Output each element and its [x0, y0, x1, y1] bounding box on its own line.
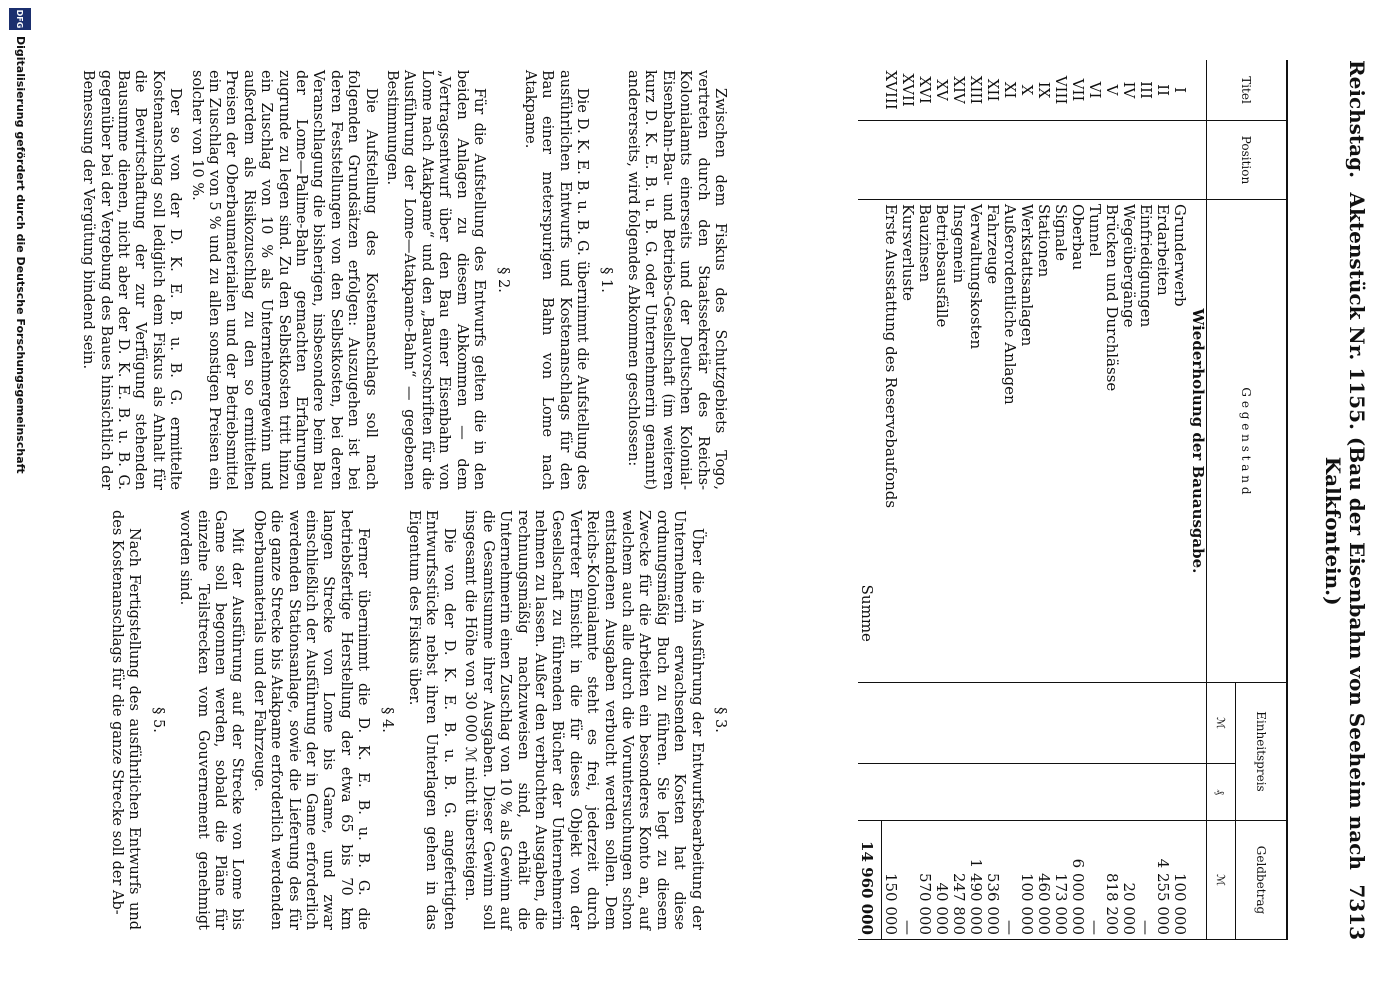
einheitspreis-mark-cell — [1120, 682, 1137, 763]
einheitspreis-mark-cell — [1137, 682, 1154, 763]
titel-cell: XVI — [916, 60, 933, 121]
geldbetrag-cell: 100 000 — [1018, 821, 1035, 940]
page-header — [1321, 60, 1369, 940]
titel-cell: XII — [984, 60, 1001, 121]
einheitspreis-mark-cell — [1018, 682, 1035, 763]
titel-cell: XI — [1001, 60, 1018, 121]
geldbetrag-cell: — — [1001, 821, 1018, 940]
titel-cell: XIII — [967, 60, 984, 121]
table-row — [1086, 60, 1103, 940]
einheitspreis-pf-cell — [933, 764, 950, 821]
section-4-text: Ferner übernimmt die D. K. E. B. u. B. G. die betriebsfertige Herstellung der etwa 65 bis 70 km langen Strecke von Lome bis Game, und zwar einschließlich der Ausführung der in Game erforderlich werdenden Stationsanlage, sowie die Lieferung des für die ganze Strecke bis Atakpame erforderlich werdenden Oberbaumaterials und der Fahrzeuge. — [250, 510, 372, 930]
geldbetrag-cell: 570 000 — [916, 821, 933, 940]
einheitspreis-mark-cell — [1154, 682, 1171, 763]
th-einheitspreis-mark: ℳ — [1207, 682, 1236, 763]
geldbetrag-cell: — — [1086, 821, 1103, 940]
table-row — [1001, 60, 1018, 940]
section-4-title: § 4. — [378, 707, 395, 733]
titel-cell: II — [1154, 60, 1171, 121]
geldbetrag-cell: 460 000 — [1035, 821, 1052, 940]
table-row — [1103, 60, 1120, 940]
position-cell — [1052, 121, 1069, 200]
position-cell — [1137, 121, 1154, 200]
table-row — [1035, 60, 1052, 940]
position-cell — [1103, 121, 1120, 200]
einheitspreis-mark-cell — [967, 682, 984, 763]
einheitspreis-mark-cell — [1035, 682, 1052, 763]
table-row — [882, 60, 900, 940]
titel-cell: III — [1137, 60, 1154, 121]
einheitspreis-mark-cell — [882, 682, 900, 763]
einheitspreis-mark-cell — [1086, 682, 1103, 763]
section-5-text: Nach Fertigstellung des ausführlichen Entwurfs und des Kostenanschlags für die ganze Strecke soll der Ab- — [109, 510, 143, 930]
gegenstand-cell: Kursverluste — [899, 200, 916, 683]
einheitspreis-pf-cell — [1069, 764, 1086, 821]
einheitspreis-mark-cell — [1103, 682, 1120, 763]
empty-cell — [858, 682, 882, 763]
left-text-column — [75, 70, 728, 490]
section-3-text: Über die in Ausführung der Entwurfsbearbeitung der Unternehmerin erwachsenden Kosten hat diese ordnungsmäßig Buch zu führen. Sie legt zu diesem Zwecke für die Arbeiten ein besonderes Konto an, auf welchem auch alle durch die Voruntersuchungen schon entstandenen Ausgaben verbucht werden sollen. Dem Reichs-Kolonialamte steht es frei, jederzeit durch Vertreter Einsicht in die für dieses Objekt von der Gesellschaft zu führenden Bücher der Unternehmerin nehmen zu lassen. Außer den verbuchten Ausgaben, die rechnungsmäßig nachzuweisen sind, erhält die Unternehmerin einen Zuschlag von 10 % als Gewinn auf die Gesamtsumme ihrer Ausgaben. Dieser Gewinn soll insgesamt die Höhe von 30 000 ℳ nicht übersteigen. — [462, 510, 705, 930]
geldbetrag-cell: 100 000 — [1171, 821, 1188, 940]
table-row — [1069, 60, 1086, 940]
table-row — [1171, 60, 1188, 940]
einheitspreis-mark-cell — [899, 682, 916, 763]
th-gegenstand: G e g e n s t a n d — [1207, 200, 1287, 683]
geldbetrag-cell: — — [1137, 821, 1154, 940]
titel-cell: XV — [933, 60, 950, 121]
th-titel: Titel — [1207, 60, 1287, 121]
gegenstand-cell: Insgemein — [950, 200, 967, 683]
einheitspreis-mark-cell — [1069, 682, 1086, 763]
th-einheitspreis-pf: ₰ — [1207, 764, 1236, 821]
table-body — [858, 60, 1207, 940]
sum-value: 14 960 000 — [858, 821, 882, 940]
geldbetrag-cell: 536 000 — [984, 821, 1001, 940]
section-2-text-3: Der so von der D. K. E. B. u. B. G. ermittelte Kostenanschlag soll lediglich dem Fiskus als Anhalt für die Bewirtschaftung der zur Verfügung stehenden Bausumme dienen, nicht aber der D. K. E. B. u. B. G. gegenüber bei der Vergebung des Baues hinsichtlich der Bemessung der Vergütung bindend sein. — [80, 70, 184, 490]
einheitspreis-pf-cell — [1120, 764, 1137, 821]
position-cell — [1018, 121, 1035, 200]
table-row — [1052, 60, 1069, 940]
position-cell — [984, 121, 1001, 200]
gegenstand-cell: Tunnel — [1086, 200, 1103, 683]
section-3-title: § 3. — [712, 707, 728, 733]
table-row — [1018, 60, 1035, 940]
position-cell — [1154, 121, 1171, 200]
einheitspreis-pf-cell — [1103, 764, 1120, 821]
th-geldbetrag: Geldbetrag — [1236, 821, 1287, 940]
geldbetrag-cell: 4 255 000 — [1154, 821, 1171, 940]
section-2-text: Für die Aufstellung des Entwurfs gelten die in den beiden Anlagen zu diesem Abkommen — dem „Vertragsentwurf über den Bau einer Eisenbahn von Lome nach Atakpame“ und den „Bauvorschriften für die Ausführung der Lome—Atakpame-Bahn“ — gegebenen Bestimmungen. — [384, 70, 488, 490]
gegenstand-cell: Erste Ausstattung des Reservebaufonds — [882, 200, 900, 683]
einheitspreis-mark-cell — [1052, 682, 1069, 763]
einheitspreis-pf-cell — [984, 764, 1001, 821]
titel-cell: VII — [1069, 60, 1086, 121]
position-cell — [1001, 121, 1018, 200]
einheitspreis-mark-cell — [916, 682, 933, 763]
position-cell — [916, 121, 933, 200]
position-cell — [899, 121, 916, 200]
einheitspreis-pf-cell — [1018, 764, 1035, 821]
position-cell — [1069, 121, 1086, 200]
einheitspreis-pf-cell — [916, 764, 933, 821]
empty-cell — [858, 121, 882, 200]
gegenstand-cell: Signale — [1052, 200, 1069, 683]
titel-cell: IV — [1120, 60, 1137, 121]
table-row — [1154, 60, 1171, 940]
sum-label: Summe — [858, 200, 882, 683]
th-einheitspreis: Einheitspreis — [1236, 682, 1287, 820]
section-1-title: § 1. — [597, 267, 614, 293]
einheitspreis-mark-cell — [933, 682, 950, 763]
dfg-logo: DFG — [9, 8, 31, 30]
geldbetrag-cell: 20 000 — [1120, 821, 1137, 940]
position-cell — [1120, 121, 1137, 200]
gegenstand-cell: Grunderwerb — [1171, 200, 1188, 683]
position-cell — [1086, 121, 1103, 200]
einheitspreis-pf-cell — [899, 764, 916, 821]
intro-paragraph: Zwischen dem Fiskus des Schutzgebiets Togo, vertreten durch den Staatssekretär des Reichs-Kolonialamts einerseits und der Deutschen Kolonial-Eisenbahn-Bau- und Betriebs-Gesellschaft (im weiteren kurz D. K. E. B. u. B. G. oder Unternehmerin genannt) andererseits, wird folgendes Abkommen geschlossen: — [624, 70, 728, 490]
geldbetrag-cell: — — [899, 821, 916, 940]
table-row — [933, 60, 950, 940]
th-geldbetrag-mark: ℳ — [1207, 821, 1236, 940]
einheitspreis-pf-cell — [1154, 764, 1171, 821]
digitization-credit: Digitalisierung gefördert durch die Deutsche Forschungsgemeinschaft — [14, 36, 27, 474]
table-row — [1137, 60, 1154, 940]
titel-cell: X — [1018, 60, 1035, 121]
geldbetrag-cell: 40 000 — [933, 821, 950, 940]
position-cell — [950, 121, 967, 200]
empty-cell — [858, 764, 882, 821]
cost-table — [786, 60, 1288, 940]
gegenstand-cell: Betriebsausfälle — [933, 200, 950, 683]
einheitspreis-pf-cell — [882, 764, 900, 821]
empty-cell — [858, 60, 882, 121]
geldbetrag-cell: 247 800 — [950, 821, 967, 940]
position-cell — [1171, 121, 1188, 200]
einheitspreis-mark-cell — [950, 682, 967, 763]
geldbetrag-cell: 818 200 — [1103, 821, 1120, 940]
position-cell — [967, 121, 984, 200]
gegenstand-cell: Außerordentliche Anlagen — [1001, 200, 1018, 683]
gegenstand-cell: Stationen — [1035, 200, 1052, 683]
einheitspreis-pf-cell — [1137, 764, 1154, 821]
section-4-text-2: Mit der Ausführung auf der Strecke von Lome bis Game soll begonnen werden, sobald die Pläne für einzelne Teilstrecken vom Gouvernement genehmigt worden sind. — [177, 510, 246, 930]
header-title: Aktenstück Nr. 1155. (Bau der Eisenbahn von Seeheim nach Kalkfontein.) — [1321, 192, 1369, 870]
section-heading: Wiederholung der Bauausgabe. — [1188, 200, 1207, 683]
geldbetrag-cell: 173 000 — [1052, 821, 1069, 940]
gegenstand-cell: Bauzinsen — [916, 200, 933, 683]
titel-cell: I — [1171, 60, 1188, 121]
gegenstand-cell: Werkstattsanlagen — [1018, 200, 1035, 683]
einheitspreis-pf-cell — [1052, 764, 1069, 821]
titel-cell: VIII — [1052, 60, 1069, 121]
table-row — [899, 60, 916, 940]
sum-row — [858, 60, 882, 940]
einheitspreis-pf-cell — [1086, 764, 1103, 821]
einheitspreis-pf-cell — [950, 764, 967, 821]
table-row — [1120, 60, 1137, 940]
th-position: Position — [1207, 121, 1287, 200]
gegenstand-cell: Einfriedigungen — [1137, 200, 1154, 683]
titel-cell: V — [1103, 60, 1120, 121]
section-1-text: Die D. K. E. B. u. B. G. übernimmt die Aufstellung des ausführlichen Entwurfs und Kostenanschlags für den Bau einer meterspurigen Bahn von Lome nach Atakpame. — [521, 70, 591, 490]
section-5-title: § 5. — [149, 707, 166, 733]
gegenstand-cell: Fahrzeuge — [984, 200, 1001, 683]
section-2-title: § 2. — [494, 267, 511, 293]
einheitspreis-mark-cell — [1001, 682, 1018, 763]
table-row — [950, 60, 967, 940]
titel-cell: VI — [1086, 60, 1103, 121]
titel-cell: IX — [1035, 60, 1052, 121]
header-left: Reichstag. — [1345, 60, 1369, 179]
titel-cell: XVIII — [882, 60, 900, 121]
position-cell — [933, 121, 950, 200]
einheitspreis-pf-cell — [1035, 764, 1052, 821]
gegenstand-cell: Erdarbeiten — [1154, 200, 1171, 683]
geldbetrag-cell: 6 000 000 — [1069, 821, 1086, 940]
einheitspreis-mark-cell — [984, 682, 1001, 763]
titel-cell: XIV — [950, 60, 967, 121]
section-2-text-2: Die Aufstellung des Kostenanschlags soll nach folgenden Grundsätzen erfolgen: Auszugehen ist bei deren Feststellungen von den Selbstkosten, bei deren Veranschlagung die bisherigen, insbesondere beim Bau der Lome—Palime-Bahn gemachten Erfahrungen zugrunde zu legen sind. Zu den Selbstkosten tritt hinzu ein Zuschlag von 10 % als Unternehmergewinn und außerdem als Risikozuschlag zu den so ermittelten Preisen der Oberbaumaterialien und der Betriebsmittel ein Zuschlag von 5 % und zu allen sonstigen Preisen ein solcher von 10 %. — [188, 70, 379, 490]
gegenstand-cell: Brücken und Durchlässe — [1103, 200, 1120, 683]
einheitspreis-pf-cell — [1001, 764, 1018, 821]
section-3-text-2: Die von der D. K. E. B. u. B. G. angefertigten Entwurfsstücke nebst ihren Unterlagen gehen in das Eigentum des Fiskus über. — [406, 510, 457, 930]
table-row — [967, 60, 984, 940]
geldbetrag-cell: 1 490 000 — [967, 821, 984, 940]
gegenstand-cell: Oberbau — [1069, 200, 1086, 683]
table-row — [984, 60, 1001, 940]
table-row — [916, 60, 933, 940]
einheitspreis-pf-cell — [1171, 764, 1188, 821]
titel-cell: XVII — [899, 60, 916, 121]
gegenstand-cell: Wegeübergänge — [1120, 200, 1137, 683]
position-cell — [1035, 121, 1052, 200]
gegenstand-cell: Verwaltungskosten — [967, 200, 984, 683]
right-text-column — [104, 510, 728, 930]
geldbetrag-cell: 150 000 — [882, 821, 900, 940]
einheitspreis-pf-cell — [967, 764, 984, 821]
page-number: 7313 — [1345, 884, 1369, 940]
position-cell — [882, 121, 900, 200]
einheitspreis-mark-cell — [1171, 682, 1188, 763]
